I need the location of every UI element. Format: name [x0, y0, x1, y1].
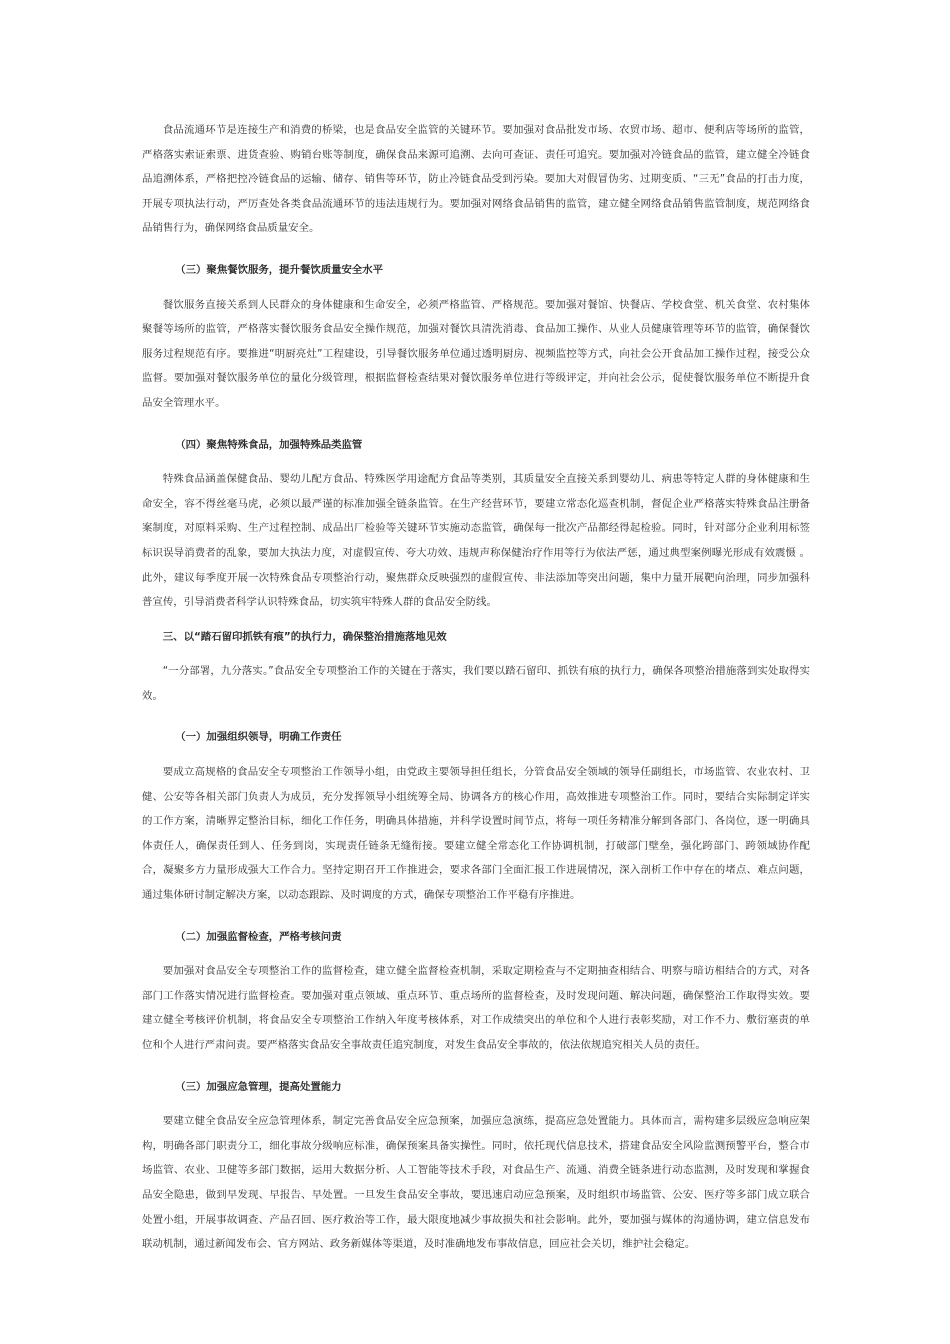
document-body — [142, 118, 810, 1257]
paragraph-food-circulation: 食品流通环节是连接生产和消费的桥梁，也是食品安全监管的关键环节。要加强对食品批发市场、农贸市场、超市、便利店等场所的监管，严格落实索证索票、进货查验、购销台账等制度，确保食品来源可追溯、去向可查证、责任可追究。要加强对冷链食品的监管，建立健全冷链食品追溯体系，严格把控冷链食品的运输、储存、销售等环节，防止冷链食品受到污染。要加大对假冒伪劣、过期变质、“三无”食品的打击力度，开展专项执法行动，严厉查处各类食品流通环节的违法违规行为。要加强对网络食品销售的监管，建立健全网络食品销售监管制度，规范网络食品销售行为，确保网络食品质量安全。 — [142, 124, 810, 235]
heading-special-foods: （四）聚焦特殊食品，加强特殊品类监管 — [175, 438, 363, 451]
paragraph-special-foods: 特殊食品涵盖保健食品、婴幼儿配方食品、特殊医学用途配方食品等类别，其质量安全直接关系到婴幼儿、病患等特定人群的身体健康和生命安全，容不得丝毫马虎，必须以最严谨的标准加强全链条监管。在生产经营环节，要建立常态化巡查机制，督促企业严格落实特殊食品注册备案制度，对原料采购、生产过程控制、成品出厂检验等关键环节实施动态监管，确保每一批次产品都经得起检验。同时，针对部分企业利用标签标识误导消费者的乱象，要加大执法力度，对虚假宣传、夸大功效、违规声称保健治疗作用等行为依法严惩，通过典型案例曝光形成有效震慑 。此外，建议每季度开展一次特殊食品专项整治行动，聚焦群众反映强烈的虚假宣传、非法添加等突出问题，集中力量开展靶向治理，同步加强科普宣传，引导消费者科学认识特殊食品，切实筑牢特殊人群的食品安全防线。 — [142, 473, 810, 609]
paragraph-supervision-inspection: 要加强对食品安全专项整治工作的监督检查，建立健全监督检查机制，采取定期检查与不定期抽查相结合、明察与暗访相结合的方式，对各部门工作落实情况进行监督检查。要加强对重点领域、重点环节、重点场所的监督检查，及时发现问题、解决问题，确保整治工作取得实效。要建立健全考核评价机制，将食品安全专项整治工作纳入年度考核体系，对工作成绩突出的单位和个人进行表彰奖励，对工作不力、敷衍塞责的单位和个人进行严肃问责。要严格落实食品安全事故责任追究制度，对发生食品安全事故的，依法依规追究相关人员的责任。 — [142, 965, 810, 1051]
heading-catering-service: （三）聚焦餐饮服务，提升餐饮质量安全水平 — [175, 263, 384, 276]
heading-supervision-inspection: （二）加强监督检查，严格考核问责 — [175, 930, 342, 943]
paragraph-emergency-management: 要建立健全食品安全应急管理体系，制定完善食品安全应急预案，加强应急演练，提高应急处置能力。具体而言，需构建多层级应急响应架构，明确各部门职责分工，细化事故分级响应标准，确保预案具备实操性。同时，依托现代信息技术，搭建食品安全风险监测预警平台，整合市场监管、农业、卫健等多部门数据，运用大数据分析、人工智能等技术手段，对食品生产、流通、消费全链条进行动态监测，及时发现和掌握食品安全隐患，做到早发现、早报告、早处置。一旦发生食品安全事故，要迅速启动应急预案，及时组织市场监管、公安、医疗等多部门成立联合处置小组，开展事故调查、产品召回、医疗救治等工作，最大限度地减少事故损失和社会影响。此外，要加强与媒体的沟通协调，建立信息发布联动机制，通过新闻发布会、官方网站、政务新媒体等渠道，及时准确地发布事故信息，回应社会关切，维护社会稳定。 — [142, 1115, 810, 1251]
heading-emergency-management: （三）加强应急管理，提高处置能力 — [175, 1080, 342, 1093]
paragraph-execution-intro: “一分部署，九分落实。”食品安全专项整治工作的关键在于落实，我们要以踏石留印、抓铁有痕的执行力，确保各项整治措施落到实处取得实效。 — [142, 665, 810, 702]
paragraph-organization-leadership: 要成立高规格的食品安全专项整治工作领导小组，由党政主要领导担任组长，分管食品安全领域的领导任副组长，市场监管、农业农村、卫健、公安等各相关部门负责人为成员，充分发挥领导小组统筹全局、协调各方的核心作用，高效推进专项整治工作。同时，要结合实际制定详实的工作方案，清晰界定整治目标，细化工作任务，明确具体措施，并科学设置时间节点，将每一项任务精准分解到各部门、各岗位，逐一明确具体责任人，确保责任到人、任务到岗，实现责任链条无缝衔接。要建立健全常态化工作协调机制，打破部门壁垒，强化跨部门、跨领域协作配合，凝聚多方力量形成强大工作合力。坚持定期召开工作推进会，要求各部门全面汇报工作进展情况，深入剖析工作中存在的堵点、难点问题，通过集体研讨制定解决方案，以动态跟踪、及时调度的方式，确保专项整治工作平稳有序推进。 — [142, 766, 810, 902]
heading-organization-leadership: （一）加强组织领导，明确工作责任 — [175, 731, 342, 744]
paragraph-catering-service: 餐饮服务直接关系到人民群众的身体健康和生命安全，必须严格监管、严格规范。要加强对餐馆、快餐店、学校食堂、机关食堂、农村集体聚餐等场所的监管，严格落实餐饮服务食品安全操作规范，加强对餐饮具清洗消毒、食品加工操作、从业人员健康管理等环节的监管，确保餐饮服务过程规范有序。要推进“明厨亮灶”工程建设，引导餐饮服务单位通过透明厨房、视频监控等方式，向社会公开食品加工操作过程，接受公众监督。要加强对餐饮服务单位的量化分级管理，根据监督检查结果对餐饮服务单位进行等级评定，并向社会公示，促使餐饮服务单位不断提升食品安全管理水平。 — [142, 298, 810, 409]
section-heading-execution: 三、以“踏石留印抓铁有痕”的执行力，确保整治措施落地见效 — [162, 630, 447, 643]
